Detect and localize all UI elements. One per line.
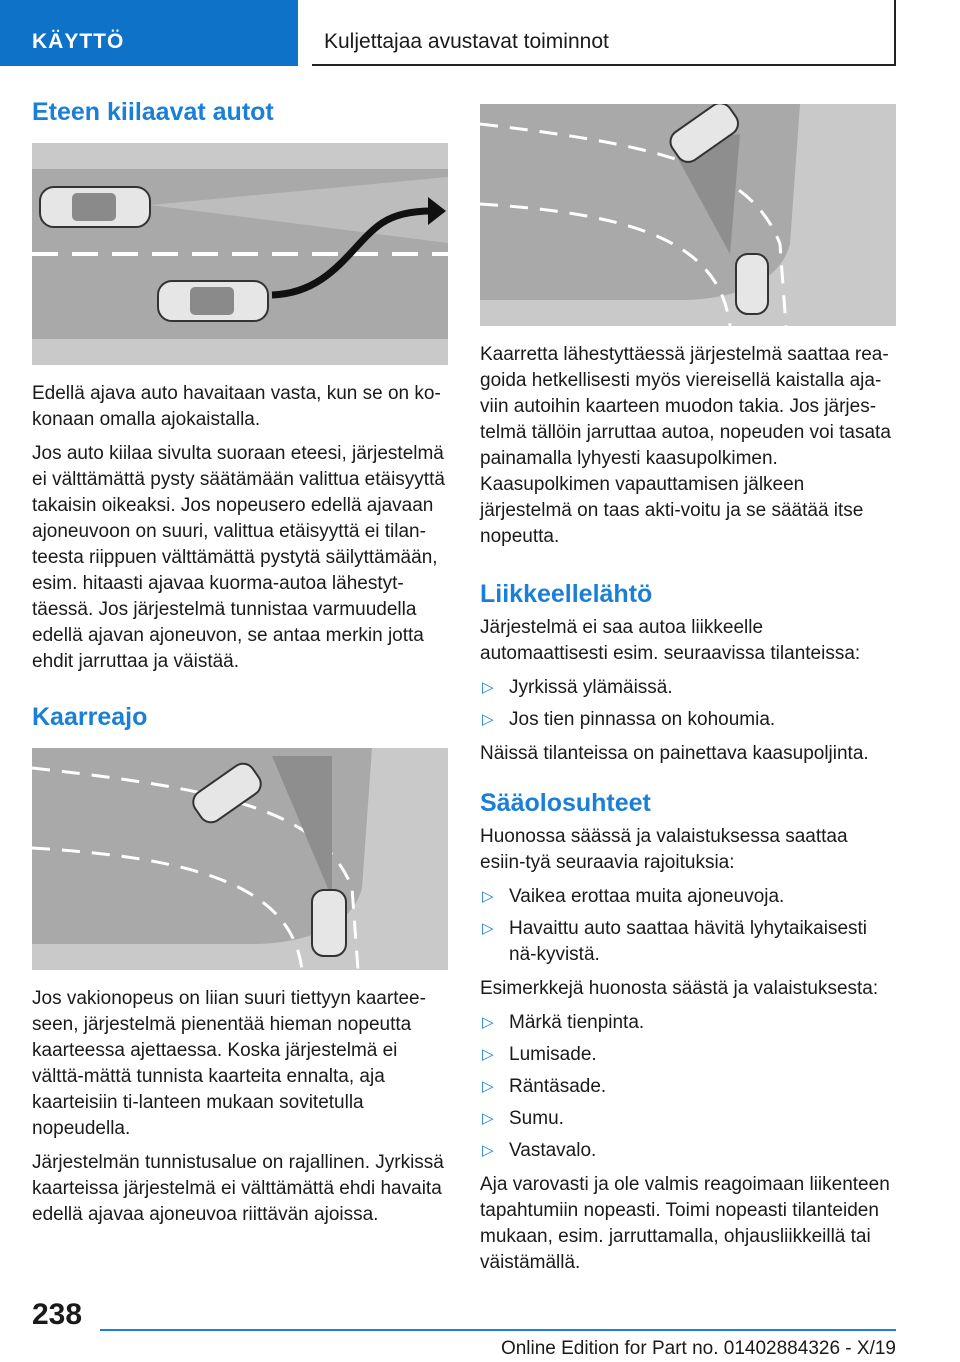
triangle-bullet-icon: ▷ (482, 1078, 494, 1095)
chapter-title: Kuljettajaa avustavat toiminnot (312, 0, 896, 66)
triangle-bullet-icon: ▷ (482, 1014, 494, 1031)
heading-start: Liikkeellelähtö (480, 580, 653, 608)
start-list (480, 675, 896, 733)
car-curve-front-icon (312, 890, 346, 956)
list-item: ▷ Räntäsade. (480, 1074, 896, 1100)
page-header (0, 0, 960, 66)
page-number: 238 (32, 1298, 83, 1331)
list-item: ▷ Vastavalo. (480, 1138, 896, 1164)
start-intro: Järjestelmä ei saa autoa liikkeelle automaattisesti esim. seuraavissa tilanteissa: (480, 617, 861, 664)
list-item: ▷ Lumisade. (480, 1042, 896, 1068)
triangle-bullet-icon: ▷ (482, 1142, 494, 1159)
weather-outro: Aja varovasti ja ole valmis reagoimaan liikenteen tapahtumiin nopeasti. Toimi nopeasti tilanteiden mukaan, esim. jarruttamalla, ohjausliikkeillä tai väistämällä. (480, 1174, 890, 1273)
list-item: ▷ Jos tien pinnassa on kohoumia. (480, 707, 896, 733)
curve-paragraph-1: Jos vakionopeus on liian suuri tiettyyn kaartee-seen, järjestelmä pienentää hieman nopeutta kaarteessa ajettaessa. Koska järjestelmä ei välttä-mättä tunnista kaarteita ennalta, aja kaarteisiin ti-lanteen mukaan sovitetulla nopeudella. (32, 988, 426, 1139)
cut-in-paragraph-2: Jos auto kiilaa sivulta suoraan eteesi, järjestelmä ei välttämättä pysty säätämään valittua etäisyyttä takaisin oikeaksi. Jos nopeusero edellä ajavaan ajoneuvoon on suuri, valittua etäisyyttä ei tilan-teesta riippuen välttämättä pystytä säilyttämään, esim. hitaasti ajavaa kuorma-autoa lähestyt-täessä. Jos järjestelmä tunnistaa varmuudella edellä ajavan ajoneuvon, se antaa merkin jotta ehdit jarruttaa ja väistää. (32, 443, 445, 672)
left-column (32, 98, 448, 1236)
illustration-curve-left (32, 748, 448, 970)
right-column (480, 104, 896, 1284)
cut-in-paragraph-1: Edellä ajava auto havaitaan vasta, kun se on ko-konaan omalla ajokaistalla. (32, 383, 441, 430)
triangle-bullet-icon: ▷ (482, 920, 494, 937)
heading-cut-in: Eteen kiilaavat autot (32, 98, 274, 126)
heading-curve: Kaarreajo (32, 703, 148, 731)
list-item: ▷ Märkä tienpinta. (480, 1010, 896, 1036)
curve-reaction-paragraph: Kaarretta lähestyttäessä järjestelmä saattaa rea-goida hetkellisesti myös viereisellä kaistalla aja-viin autoihin kaarteen muodon takia. Jos järjes-telmä tällöin jarruttaa autoa, nopeuden voi tasata painamalla lyhyesti kaasupolkimen. Kaasupolkimen vapauttamisen jälkeen järjestelmä on taas akti-voitu ja se säätää itse nopeutta. (480, 344, 891, 547)
list-item: ▷ Vaikea erottaa muita ajoneuvoja. (480, 884, 896, 910)
illustration-curve-right (480, 104, 896, 326)
car-front-icon (40, 187, 150, 227)
car-own-icon (158, 281, 268, 321)
section-tab: KÄYTTÖ (0, 0, 298, 66)
heading-weather: Sääolosuhteet (480, 789, 651, 817)
triangle-bullet-icon: ▷ (482, 711, 494, 728)
weather-examples-intro: Esimerkkejä huonosta säästä ja valaistuksesta: (480, 978, 879, 999)
triangle-bullet-icon: ▷ (482, 888, 494, 905)
start-outro: Näissä tilanteissa on painettava kaasupoljinta. (480, 743, 869, 764)
weather-intro: Huonossa säässä ja valaistuksessa saattaa esiin-tyä seuraavia rajoituksia: (480, 826, 848, 873)
list-item: ▷ Jyrkissä ylämäissä. (480, 675, 896, 701)
footer-divider (100, 1329, 896, 1331)
illustration-cut-in (32, 143, 448, 365)
list-item: ▷ Sumu. (480, 1106, 896, 1132)
triangle-bullet-icon: ▷ (482, 1110, 494, 1127)
triangle-bullet-icon: ▷ (482, 679, 494, 696)
curve-paragraph-2: Järjestelmän tunnistusalue on rajallinen. Jyrkissä kaarteissa järjestelmä ei välttämättä ehdi havaita edellä ajavaa ajoneuvoa riittävän ajoissa. (32, 1152, 444, 1225)
edition-note: Online Edition for Part no. 01402884326 - X/19 (500, 1338, 896, 1359)
weather-list (480, 884, 896, 968)
car-own-lane-icon (736, 254, 768, 314)
triangle-bullet-icon: ▷ (482, 1046, 494, 1063)
weather-examples-list (480, 1010, 896, 1164)
list-item: ▷ Havaittu auto saattaa hävitä lyhytaikaisesti nä-kyvistä. (482, 918, 868, 965)
